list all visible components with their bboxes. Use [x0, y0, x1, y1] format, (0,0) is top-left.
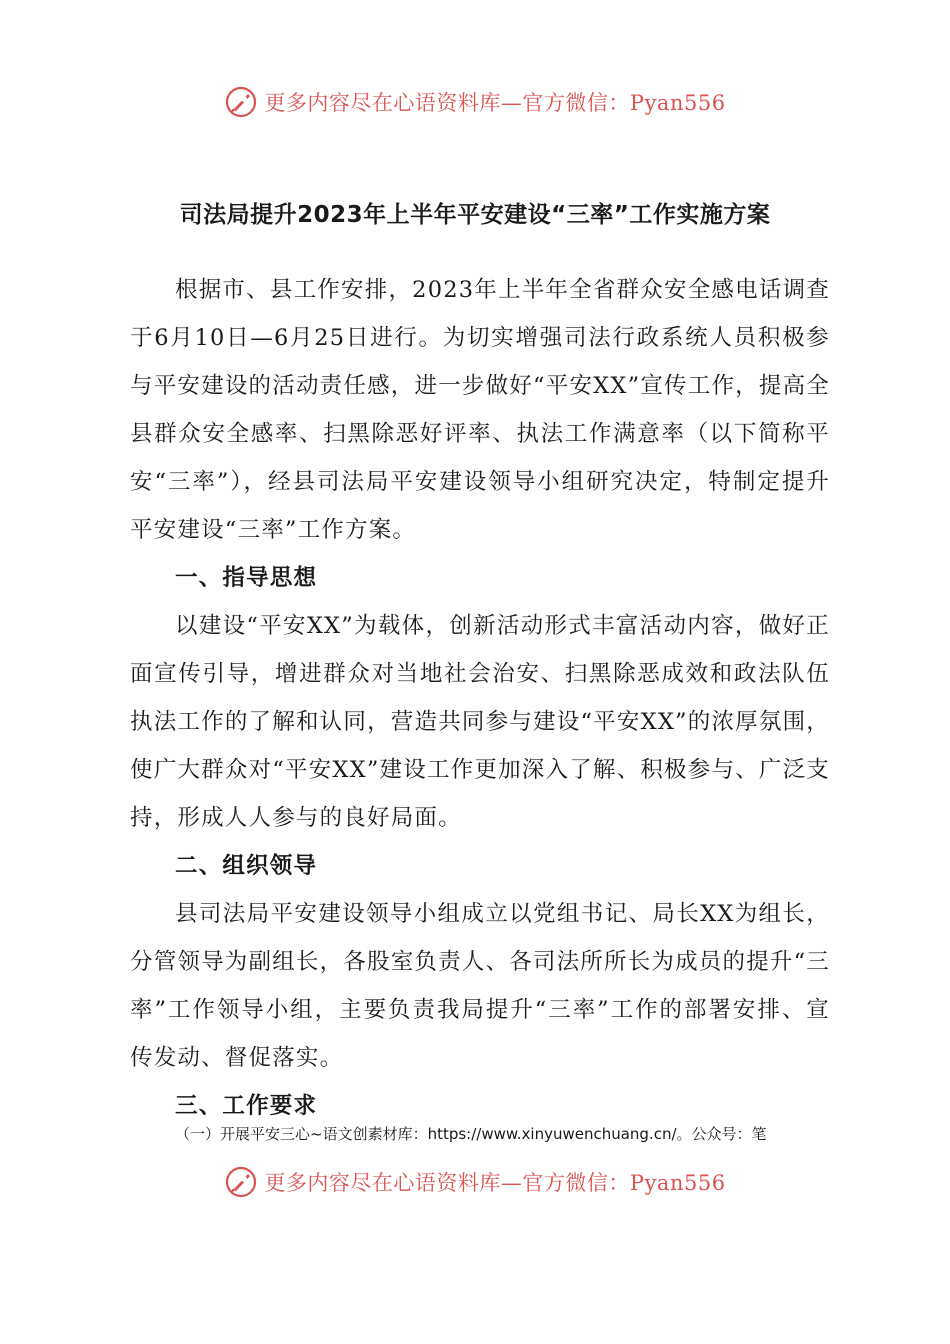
section-heading-work-requirements: 三、工作要求: [175, 1093, 318, 1119]
section-heading-guiding-ideology: 一、指导思想: [175, 565, 318, 591]
watermark-text: 更多内容尽在心语资料库—官方微信：Pyan556: [264, 1171, 726, 1195]
top-watermark-banner: [0, 80, 950, 124]
quill-pen-logo-icon: [224, 85, 258, 119]
section-heading-organization: 二、组织领导: [175, 853, 318, 879]
section-paragraph-organization: 县司法局平安建设领导小组成立以党组书记、局长XX为组长，分管领导为副组长，各股室负责人、各司法所所长为成员的提升“三率”工作领导小组，主要负责我局提升“三率”工作的部署安排、宣传发动、督促落实。: [130, 901, 831, 1071]
document-body: [130, 266, 830, 1130]
watermark-text: 更多内容尽在心语资料库—官方微信：Pyan556: [264, 91, 726, 115]
quill-pen-logo-icon: [224, 1165, 258, 1199]
document-title: 司法局提升2023年上半年平安建设“三率”工作实施方案: [179, 202, 771, 228]
truncated-subsection-line: （一）开展平安三心~语文创素材库：https://www.xinyuwenchuang.cn/。公众号：笔: [175, 1125, 767, 1143]
intro-paragraph: 根据市、县工作安排，2023年上半年全省群众安全感电话调查于6月10日—6月25日进行。为切实增强司法行政系统人员积极参与平安建设的活动责任感，进一步做好“平安XX”宣传工作，提高全县群众安全感率、扫黑除恶好评率、执法工作满意率（以下简称平安“三率”），经县司法局平安建设领导小组研究决定，特制定提升平安建设“三率”工作方案。: [130, 277, 830, 543]
bottom-watermark-banner: [0, 1160, 950, 1204]
section-paragraph-guiding-ideology: 以建设“平安XX”为载体，创新活动形式丰富活动内容，做好正面宣传引导，增进群众对当地社会治安、扫黑除恶成效和政法队伍执法工作的了解和认同，营造共同参与建设“平安XX”的浓厚氛围，使广大群众对“平安XX”建设工作更加深入了解、积极参与、广泛支持，形成人人参与的良好局面。: [130, 613, 830, 831]
